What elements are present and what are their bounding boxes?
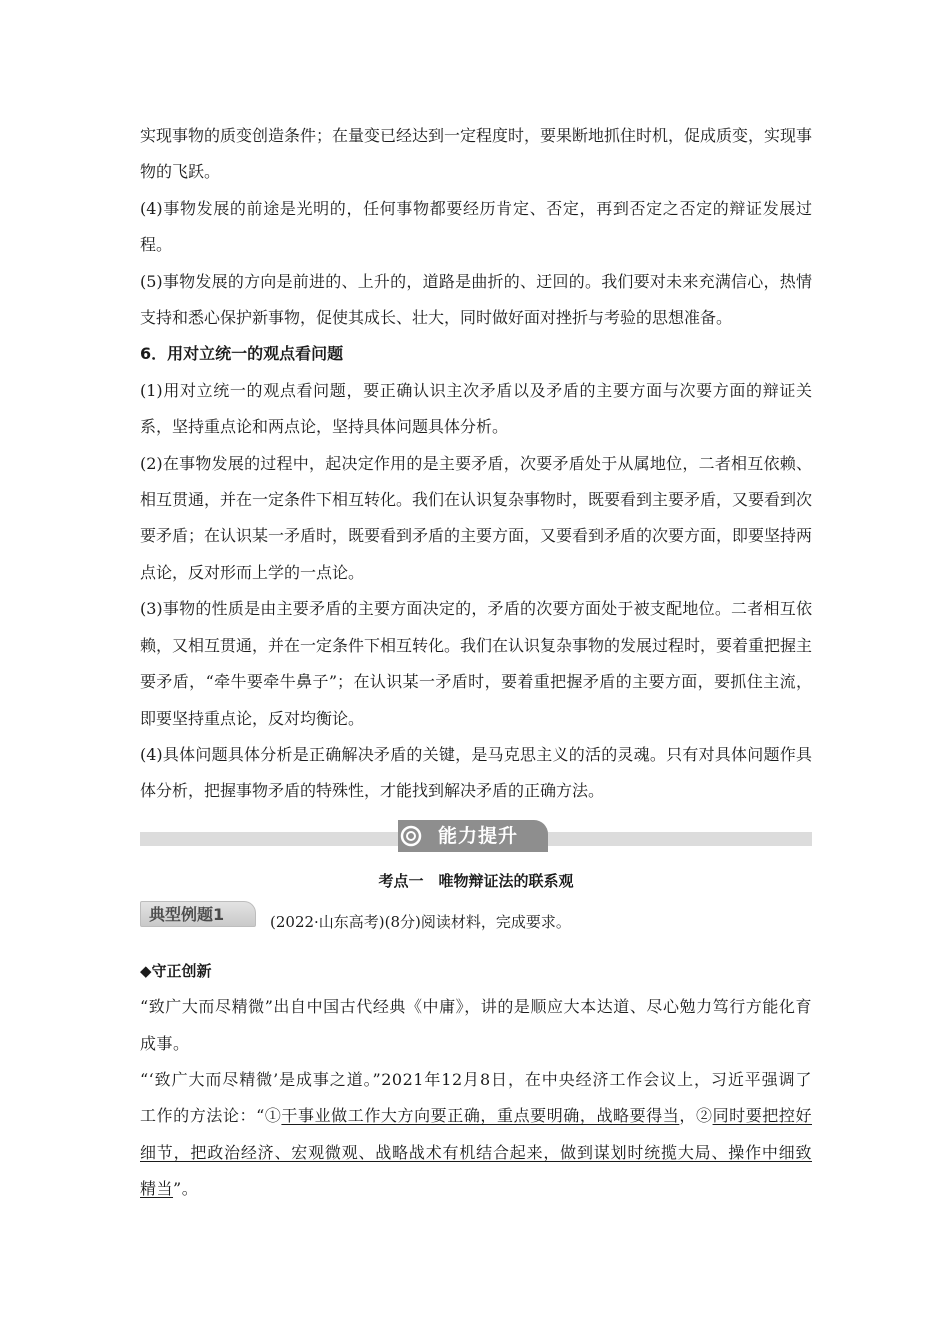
p2-underline-2: 同时要把控好细节，把政治经济、宏观微观、战略战术有机结合起来，做到谋划时统揽大局、操作中细致精当 <box>140 1106 812 1199</box>
example-source: (2022·山东高考)(8分)阅读材料，完成要求。 <box>270 912 571 931</box>
paragraph-item-4: (4)事物发展的前途是光明的，任何事物都要经历肯定、否定，再到否定之否定的辩证发展过程。 <box>140 198 812 255</box>
p2-suffix: ”。 <box>173 1179 199 1199</box>
section6-item-4: (4)具体问题具体分析是正确解决矛盾的关键，是马克思主义的活的灵魂。只有对具体问题作具体分析，把握事物矛盾的特殊性，才能找到解决矛盾的正确方法。 <box>140 744 812 801</box>
section-heading-6: 6．用对立统一的观点看问题 <box>140 344 344 364</box>
kaodian-title: 考点一 唯物辩证法的联系观 <box>378 871 574 890</box>
p2-underline-1: 干事业做工作大方向要正确，重点要明确，战略要得当 <box>281 1106 680 1126</box>
paragraph-item-5: (5)事物发展的方向是前进的、上升的，道路是曲折的、迂回的。我们要对未来充满信心，热情支持和悉心保护新事物，促使其成长、壮大，同时做好面对挫折与考验的思想准备。 <box>140 271 812 328</box>
material-paragraph-1: “致广大而尽精微”出自中国古代经典《中庸》，讲的是顺应大本达道、尽心勉力笃行方能化育成事。 <box>140 997 812 1053</box>
p2-prefix: “‘致广大而尽精微’是成事之道。”2021年12月8日，在中央经济工作会议上，习近平强调了工作的方法论：“① <box>140 1069 812 1126</box>
example-row <box>140 901 812 939</box>
paragraph-continuation: 实现事物的质变创造条件；在量变已经达到一定程度时，要果断地抓住时机，促成质变，实现事物的飞跃。 <box>140 126 813 182</box>
section6-item-2: (2)在事物发展的过程中，起决定作用的是主要矛盾，次要矛盾处于从属地位，二者相互依赖、相互贯通，并在一定条件下相互转化。我们在认识复杂事物时，既要看到主要矛盾，又要看到次要矛盾；在认识某一矛盾时，既要看到矛盾的主要方面，又要看到矛盾的次要方面，即要坚持两点论，反对形而上学的一点论。 <box>140 453 813 582</box>
p2-middle: ，② <box>679 1106 713 1126</box>
section6-item-1: (1)用对立统一的观点看问题，要正确认识主次矛盾以及矛盾的主要方面与次要方面的辩证关系，坚持重点论和两点论，坚持具体问题具体分析。 <box>140 380 812 437</box>
ability-section-banner <box>140 820 812 854</box>
banner-swirl-icon <box>398 823 424 849</box>
section6-item-3: (3)事物的性质是由主要矛盾的主要方面决定的，矛盾的次要方面处于被支配地位。二者相互依赖，又相互贯通，并在一定条件下相互转化。我们在认识复杂事物的发展过程时，要着重把握主要矛盾，“牵牛要牵牛鼻子”；在认识某一矛盾时，要着重把握矛盾的主要方面，要抓住主流，即要坚持重点论，反对均衡论。 <box>140 599 813 728</box>
banner-title: 能力提升 <box>398 820 548 852</box>
document-page <box>140 118 812 1208</box>
example-badge: 典型例题1 <box>140 901 256 927</box>
material-paragraph-2 <box>140 1062 812 1208</box>
material-heading: ◆守正创新 <box>140 961 212 980</box>
